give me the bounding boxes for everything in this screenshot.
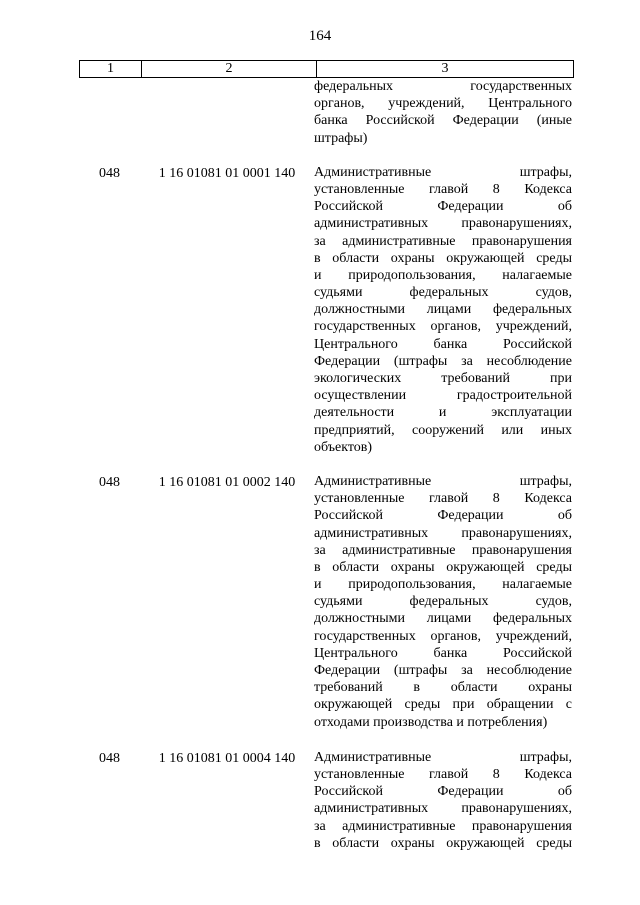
continuation-text [314, 78, 572, 147]
text-line: Центрального банка Российской [314, 336, 572, 352]
text-line: в области охраны окружающей среды [314, 559, 572, 575]
text-line: установленные главой 8 Кодекса [314, 766, 572, 782]
description [314, 164, 572, 456]
text-line: установленные главой 8 Кодекса [314, 491, 572, 507]
text-line: в области охраны окружающей среды [314, 835, 572, 851]
text-line: в области охраны окружающей среды [314, 250, 572, 266]
text-line: судьями федеральных судов, [314, 594, 572, 610]
text-line: административных правонарушениях, [314, 525, 572, 541]
table-header [79, 60, 574, 78]
text-line: Центрального банка Российской [314, 645, 572, 661]
kbk-code: 1 16 01081 01 0001 140 [158, 165, 296, 181]
text-line: предприятий, сооружений или иных [314, 422, 572, 438]
kbk-code: 1 16 01081 01 0004 140 [158, 750, 296, 766]
text-line: объектов) [314, 439, 373, 455]
header-col-1: 1 [80, 61, 142, 77]
text-line: банка Российской Федерации (иные [314, 113, 572, 129]
text-line: Российской Федерации об [314, 508, 572, 524]
admin-code: 048 [99, 165, 120, 181]
text-line: должностными лицами федеральных [314, 302, 572, 318]
text-line: Административные штрафы, [314, 164, 572, 180]
table-row [79, 749, 574, 852]
text-line: требований в области охраны [314, 680, 572, 696]
text-line: судьями федеральных судов, [314, 285, 572, 301]
description [314, 473, 572, 731]
header-col-3: 3 [441, 61, 449, 76]
text-line: Российской Федерации об [314, 199, 572, 215]
text-line: и природопользования, налагаемые [314, 267, 572, 283]
page-number: 164 [308, 28, 332, 44]
kbk-code: 1 16 01081 01 0002 140 [158, 474, 296, 490]
text-line: штрафы) [314, 130, 368, 146]
admin-code: 048 [99, 474, 120, 490]
text-line: государственных органов, учреждений, [314, 628, 572, 644]
text-line: за административные правонарушения [314, 233, 572, 249]
text-line: Федерации (штрафы за несоблюдение [314, 353, 572, 369]
text-line: деятельности и эксплуатации [314, 405, 572, 421]
text-line: органов, учреждений, Центрального [314, 96, 572, 112]
text-line: федеральных государственных [314, 79, 572, 94]
description [314, 749, 572, 852]
admin-code: 048 [99, 750, 120, 766]
text-line: осуществлении градостроительной [314, 388, 572, 404]
text-line: за административные правонарушения [314, 542, 572, 558]
text-line: и природопользования, налагаемые [314, 577, 572, 593]
table-row [79, 473, 574, 731]
text-line: Административные штрафы, [314, 749, 572, 765]
table-row [79, 164, 574, 456]
text-line: административных правонарушениях, [314, 801, 572, 817]
text-line: Федерации (штрафы за несоблюдение [314, 663, 572, 678]
header-col-2: 2 [142, 61, 317, 77]
text-line: государственных органов, учреждений, [314, 319, 572, 335]
text-line: должностными лицами федеральных [314, 611, 572, 627]
text-line: окружающей среды при обращении с [314, 697, 572, 713]
text-line: установленные главой 8 Кодекса [314, 181, 572, 197]
text-line: Российской Федерации об [314, 784, 572, 800]
continuation-row [79, 78, 574, 147]
text-line: за административные правонарушения [314, 818, 572, 834]
text-line: отходами производства и потребления) [314, 714, 548, 730]
text-line: административных правонарушениях, [314, 216, 572, 232]
text-line: Административные штрафы, [314, 473, 572, 489]
table-body [79, 78, 574, 852]
text-line: экологических требований при [314, 371, 572, 386]
